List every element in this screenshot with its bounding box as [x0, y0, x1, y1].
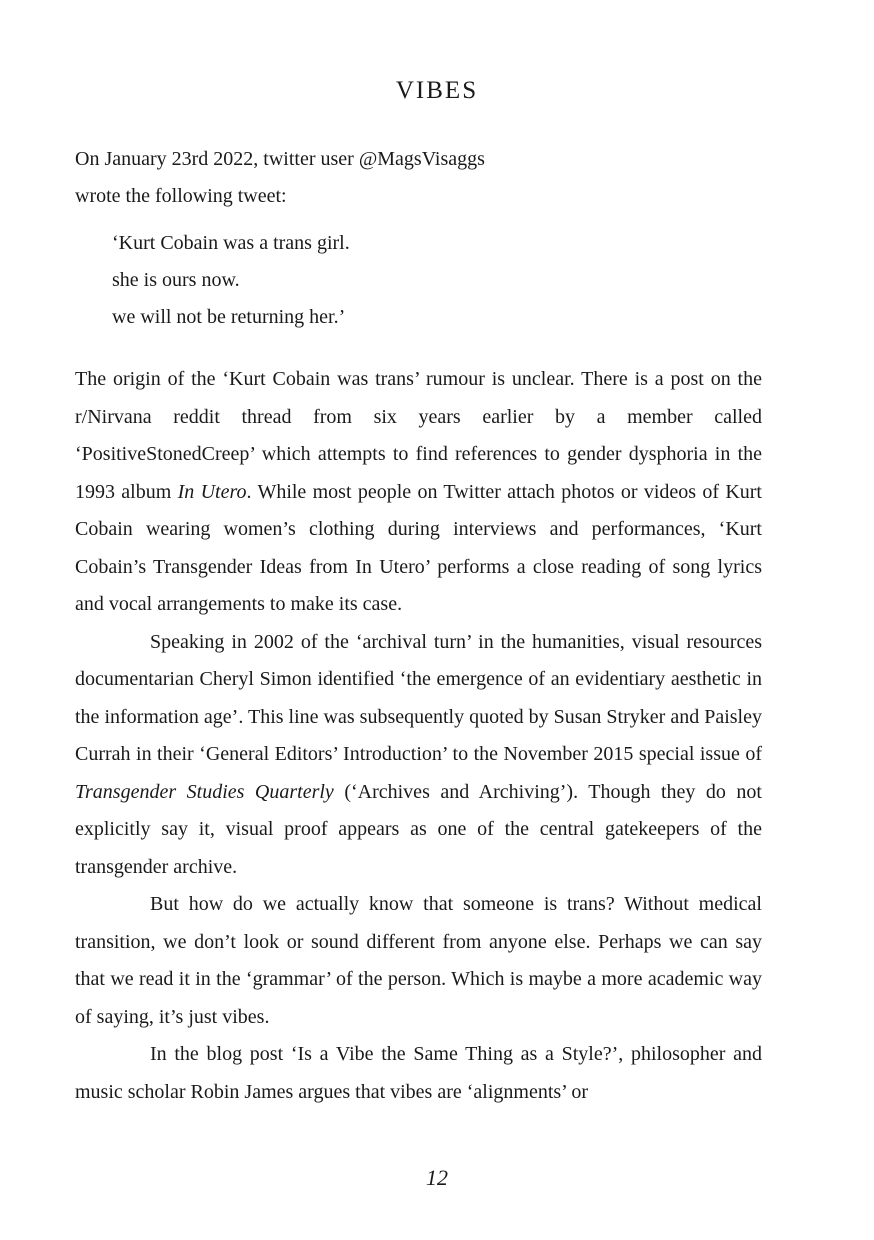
page-number: 12 — [426, 1165, 448, 1190]
paragraph-3: But how do we actually know that someone is trans? Without medical transition, we don’t look or sound different from anyone else. Perhaps we can say that we read it in the ‘grammar’ of the person. Which is maybe a more academic way of saying, it’s just vibes. — [75, 893, 762, 1028]
paragraph-text: The origin of the ‘Kurt Cobain was trans’ rumour is unclear. There is a post on the r/Nirvana reddit thread from six years earlier by a member called ‘PositiveStonedCreep’ which attempts to find references to gender dysphoria in the 1993 album — [75, 368, 762, 503]
intro-text — [75, 141, 765, 215]
paragraph-1 — [75, 361, 762, 624]
page-title: VIBES — [395, 77, 479, 104]
paragraph-4: In the blog post ‘Is a Vibe the Same Thing as a Style?’, philosopher and music scholar Robin James argues that vibes are ‘alignments’ or — [75, 1043, 762, 1103]
journal-title: Transgender Studies Quarterly — [75, 780, 334, 803]
tweet-line: ‘Kurt Cobain was a trans girl. — [112, 232, 350, 254]
tweet-quote — [112, 225, 762, 336]
paragraph-text: (‘Archives and Archiving’). Though they do not explicitly say it, visual proof appears as one of the central gatekeepers of the transgender archive. — [75, 780, 762, 878]
paragraph-text: . While most people on Twitter attach photos or videos of Kurt Cobain wearing women’s clothing during interviews and performances, ‘Kurt Cobain’s Transgender Ideas from In Utero’ performs a close reading of song lyrics and vocal arrangements to make its case. — [75, 480, 762, 615]
intro-line: wrote the following tweet: — [75, 185, 287, 207]
body-text — [75, 361, 762, 1111]
intro-line: On January 23rd 2022, twitter user @MagsVisaggs — [75, 148, 485, 170]
paragraph-text: Speaking in 2002 of the ‘archival turn’ in the humanities, visual resources documentarian Cheryl Simon identified ‘the emergence of an evidentiary aesthetic in the information age’. This line was subsequently quoted by Susan Stryker and Paisley Currah in their ‘General Editors’ Introduction’ to the November 2015 special issue of — [75, 630, 762, 765]
album-title: In Utero — [177, 480, 247, 503]
paragraph-2 — [75, 624, 762, 887]
tweet-line: we will not be returning her.’ — [112, 306, 346, 328]
tweet-line: she is ours now. — [112, 269, 240, 291]
